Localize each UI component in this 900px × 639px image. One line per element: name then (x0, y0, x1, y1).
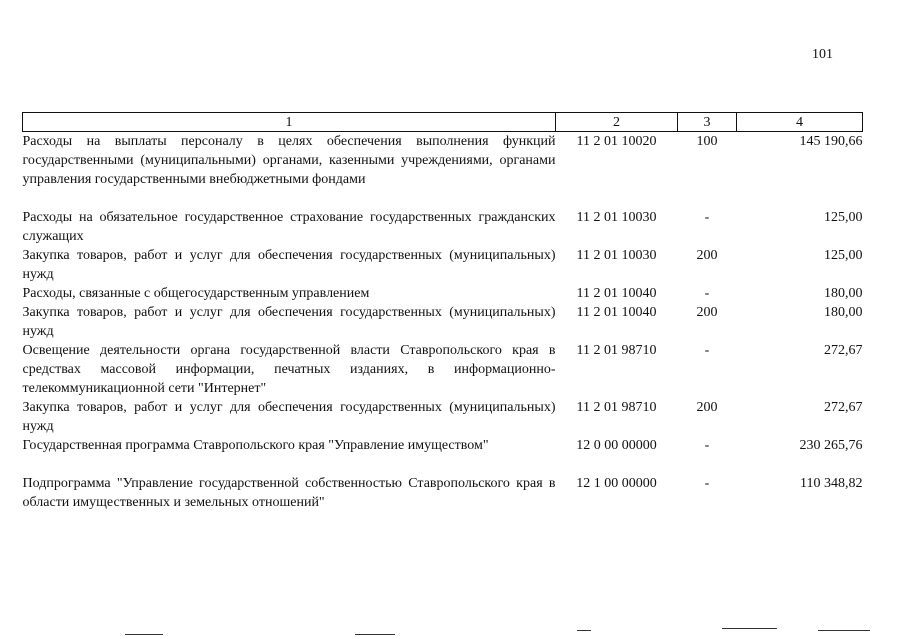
row-expense-type: 200 (696, 305, 718, 320)
row-amount: 272,67 (824, 400, 863, 415)
row-code: 11 2 01 98710 (576, 343, 657, 358)
row-amount: 125,00 (824, 210, 863, 225)
column-header-3: 3 (678, 113, 737, 132)
scan-mark (355, 634, 395, 635)
row-amount: 180,00 (824, 305, 863, 320)
budget-table (22, 112, 863, 512)
table-row (23, 341, 863, 398)
row-description: Подпрограмма "Управление государственной собственностью Ставропольского края в области имущественных и земельных отношений" (22, 476, 556, 510)
row-amount: 125,00 (824, 248, 863, 263)
scan-artifacts (0, 626, 900, 639)
scan-mark (722, 628, 777, 629)
row-expense-type: - (704, 286, 710, 301)
row-amount: 180,00 (824, 286, 863, 301)
column-header-2: 2 (556, 113, 678, 132)
table-row (23, 474, 863, 512)
row-description: Расходы на выплаты персоналу в целях обеспечения выполнения функций государственными (муниципальными) органами, казенными учреждениями, органами управления государственными внебюджетными фондами (22, 134, 556, 187)
scan-mark (577, 630, 591, 631)
row-expense-type: - (704, 210, 710, 225)
table-row (23, 284, 863, 303)
table-row (23, 398, 863, 436)
row-code: 11 2 01 10020 (576, 134, 657, 149)
row-description: Закупка товаров, работ и услуг для обеспечения государственных (муниципальных) нужд (22, 305, 556, 339)
table-row (23, 246, 863, 284)
row-expense-type: - (704, 343, 710, 358)
row-expense-type: 100 (696, 134, 718, 149)
table-row (23, 132, 863, 209)
row-code: 11 2 01 98710 (576, 400, 657, 415)
row-description: Освещение деятельности органа государственной власти Ставропольского края в средствах массовой информации, печатных изданиях, в информационно-телекоммуникационной сети "Интернет" (22, 343, 556, 396)
column-header-1: 1 (23, 113, 556, 132)
row-amount: 145 190,66 (799, 134, 863, 149)
row-expense-type: 200 (696, 400, 718, 415)
row-amount: 110 348,82 (800, 476, 863, 491)
row-code: 11 2 01 10040 (576, 305, 657, 320)
table-row (23, 208, 863, 246)
row-code: 11 2 01 10030 (576, 210, 657, 225)
row-description: Государственная программа Ставропольского края "Управление имуществом" (22, 438, 489, 453)
row-expense-type: - (704, 438, 710, 453)
table-row (23, 436, 863, 474)
scan-mark (125, 634, 163, 635)
row-code: 11 2 01 10030 (576, 248, 657, 263)
row-description: Закупка товаров, работ и услуг для обеспечения государственных (муниципальных) нужд (22, 248, 556, 282)
row-code: 11 2 01 10040 (576, 286, 657, 301)
row-code: 12 1 00 00000 (576, 476, 657, 491)
row-amount: 230 265,76 (799, 438, 863, 453)
scan-mark (818, 630, 870, 631)
table-header-row (23, 113, 863, 132)
row-expense-type: - (704, 476, 710, 491)
row-code: 12 0 00 00000 (576, 438, 657, 453)
page-number: 101 (812, 47, 833, 62)
column-header-4: 4 (737, 113, 863, 132)
row-expense-type: 200 (696, 248, 718, 263)
row-description: Расходы, связанные с общегосударственным управлением (22, 286, 370, 301)
table-row (23, 303, 863, 341)
row-description: Расходы на обязательное государственное страхование государственных гражданских служащих (22, 210, 556, 244)
row-description: Закупка товаров, работ и услуг для обеспечения государственных (муниципальных) нужд (22, 400, 556, 434)
row-amount: 272,67 (824, 343, 863, 358)
